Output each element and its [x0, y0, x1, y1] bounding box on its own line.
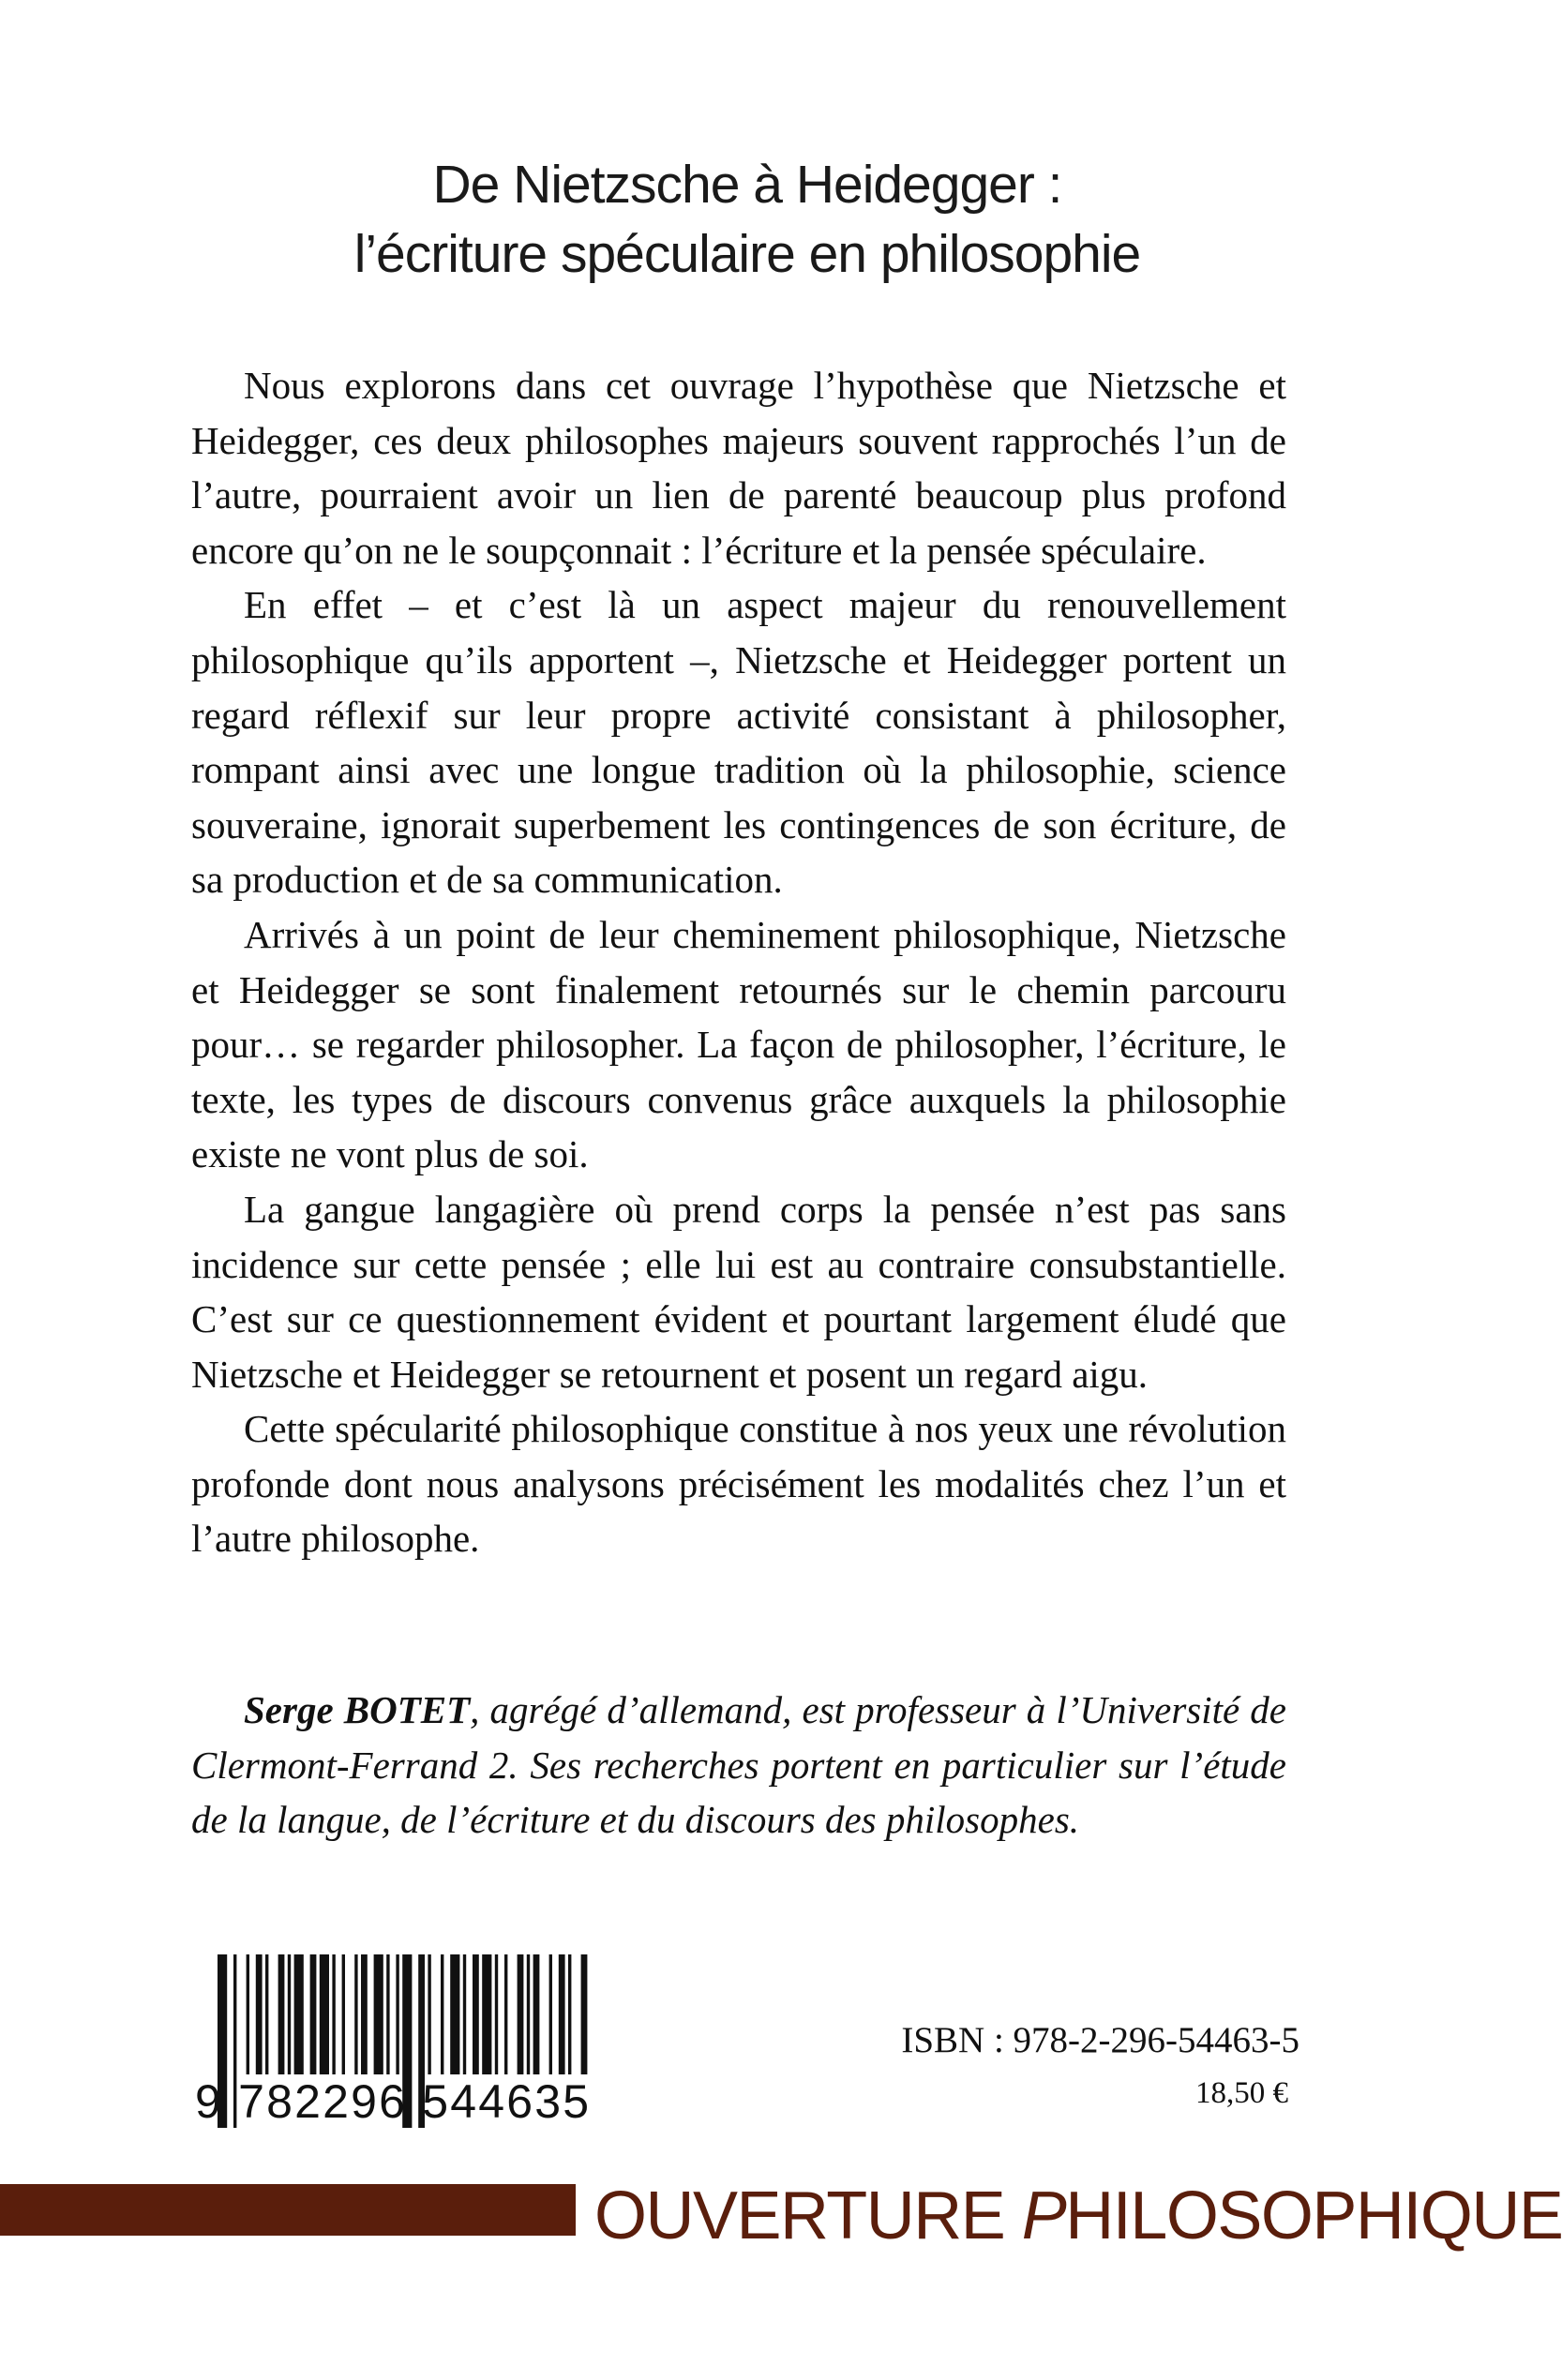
series-color-bar: [0, 2184, 576, 2236]
isbn: ISBN : 978-2-296-54463-5: [901, 2020, 1299, 2060]
barcode-bar: [463, 1954, 466, 2074]
barcode-bar: [482, 1954, 491, 2074]
barcode-bar: [354, 1954, 357, 2074]
blurb-paragraph: Arrivés à un point de leur cheminement philosophique, Nietzsche et Heidegger se sont finalement retournés sur le chemin parcouru pour… se regarder philosopher. La façon de philosopher, l’écriture, le texte, les types de discours convenus grâce auxquels la philosophie existe ne vont plus de soi.: [191, 912, 1286, 1176]
barcode-bar: [386, 1954, 389, 2074]
barcode-digits: 9 782296 544635: [195, 2075, 592, 2128]
series-word-1: OUVERTURE: [594, 2178, 1022, 2253]
barcode-bar: [473, 1954, 479, 2074]
barcode-bar: [342, 1954, 345, 2074]
blurb-paragraph: La gangue langagière où prend corps la pensée n’est pas sans incidence sur cette pensée ; elle lui est au contraire consubstantielle. C’est sur ce questionnement évident et pourtant largement éludé que Nietzsche et Heidegger se retournent et posent un regard aigu.: [191, 1187, 1286, 1396]
barcode-bar: [568, 1954, 571, 2074]
author-bio-text: , agrégé d’allemand, est professeur à l’Université de Clermont-Ferrand 2. Ses recherches portent en particulier sur l’étude de la langue, de l’écriture et du discours des philosophes.: [191, 1688, 1286, 1842]
blurb: [191, 358, 1286, 1566]
barcode-bar: [247, 1954, 249, 2074]
series-name: [594, 2177, 1562, 2255]
author-bio: [191, 1683, 1286, 1848]
barcode-bar: [332, 1954, 335, 2074]
title-line-1: De Nietzsche à Heidegger :: [432, 155, 1062, 215]
blurb-paragraph: Nous explorons dans cet ouvrage l’hypothèse que Nietzsche et Heidegger, ces deux philosophes majeurs souvent rapprochés l’un de l’autre, pourraient avoir un lien de parenté beaucoup plus profond encore qu’on ne le soupçonnait : l’écriture et la pensée spéculaire.: [191, 364, 1286, 572]
barcode-bar: [441, 1954, 443, 2074]
barcode-bar: [361, 1954, 368, 2074]
barcode-bar: [549, 1954, 552, 2074]
series-initial: P: [1021, 2178, 1066, 2253]
barcode-bar: [495, 1954, 498, 2074]
price: 18,50 €: [1195, 2076, 1288, 2110]
barcode-bar: [256, 1954, 263, 2074]
barcode-bar: [533, 1954, 540, 2074]
book-title: [0, 150, 1494, 289]
barcode-bar: [374, 1954, 383, 2074]
barcode-bar: [581, 1954, 588, 2074]
barcode-bar: [396, 1954, 398, 2074]
barcode-bar: [559, 1954, 565, 2074]
blurb-paragraph: Cette spécularité philosophique constitue à nos yeux une révolution profonde dont nous analysons précisément les modalités chez l’un et l’autre philosophe.: [191, 1407, 1286, 1561]
barcode-bar: [278, 1954, 285, 2074]
barcode-bar: [450, 1954, 459, 2074]
title-line-2: l’écriture spéculaire en philosophie: [353, 224, 1141, 284]
barcode-bar: [504, 1954, 507, 2074]
barcode-bar: [320, 1954, 329, 2074]
barcode-bar: [428, 1954, 430, 2074]
series-word-2: HILOSOPHIQUE: [1065, 2178, 1562, 2253]
barcode-bar: [288, 1954, 291, 2074]
barcode-bar: [310, 1954, 317, 2074]
barcode-bar: [294, 1954, 304, 2074]
blurb-paragraph: En effet – et c’est là un aspect majeur du renouvellement philosophique qu’ils apportent –, Nietzsche et Heidegger portent un regard réflexif sur leur propre activité consistant à philosopher, rompant ainsi avec une longue tradition où la philosophie, science souveraine, ignorait superbement les contingences de son écriture, de sa production et de sa communication.: [191, 583, 1286, 902]
barcode-bar: [527, 1954, 530, 2074]
author-name: Serge BOTET: [244, 1688, 471, 1731]
barcode-bar: [518, 1954, 524, 2074]
barcode-bar: [265, 1954, 268, 2074]
